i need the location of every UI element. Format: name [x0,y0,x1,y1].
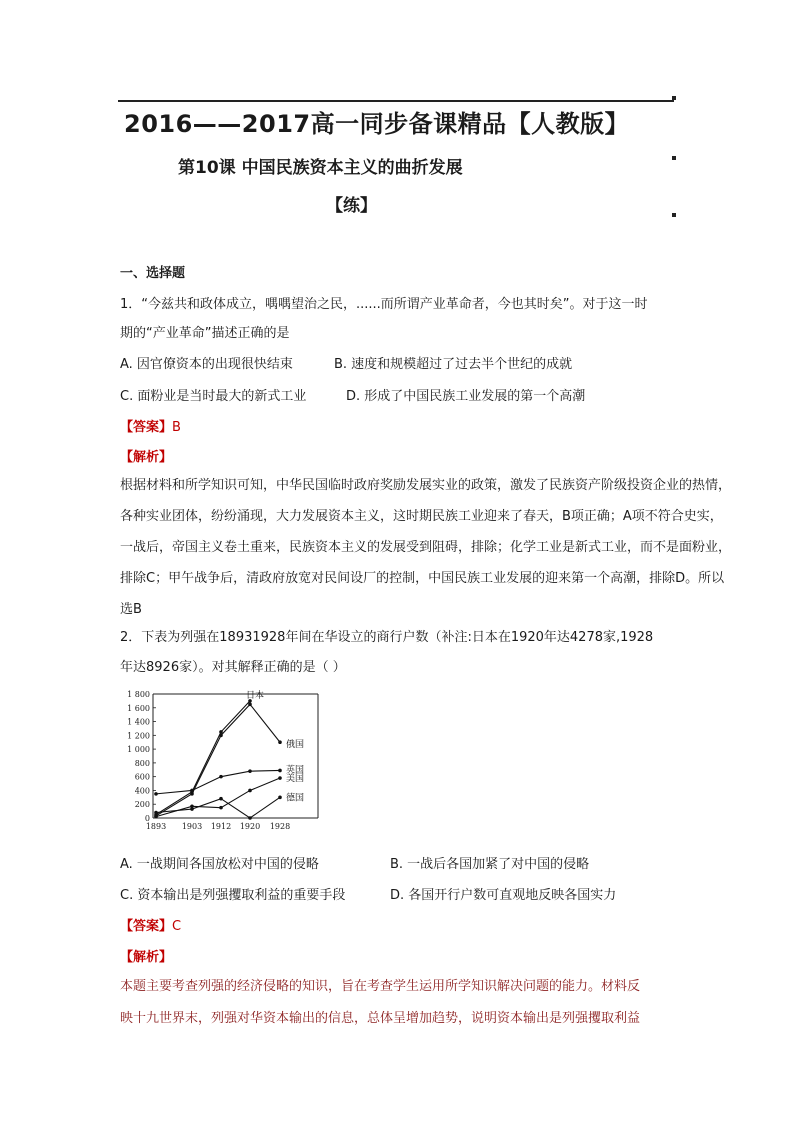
banner-top-rule [118,100,674,102]
answer-value: B [172,420,181,435]
data-point [154,811,158,815]
y-tick-label: 1 600 [127,703,150,713]
lesson-title: 第10课 中国民族资本主义的曲折发展 [178,158,463,178]
data-point [219,734,223,738]
q1-answer [120,416,181,435]
q1-analysis-line: 各种实业团体，纷纷涌现，大力发展资本主义，这时期民族工业迎来了春天，B项正确；A项不符合史实， [120,509,723,524]
data-point [248,703,252,707]
data-point [190,789,194,793]
banner-corner-mark [672,213,676,217]
q2-option-a: A. 一战期间各国放松对中国的侵略 [120,857,319,872]
series-line [156,704,280,816]
data-point [219,806,223,810]
q1-stem-line2: 期的“产业革命”描述正确的是 [120,326,290,341]
firms-line-chart [120,688,330,836]
banner-corner-mark [672,156,676,160]
q1-option-d: D. 形成了中国民族工业发展的第一个高潮 [346,389,586,404]
q1-option-b: B. 速度和规模超过了过去半个世纪的成就 [334,357,573,372]
series-line [156,770,280,793]
data-point [278,740,282,744]
data-point [278,769,282,773]
data-point [219,775,223,779]
series-label: 日本 [246,690,265,701]
answer-value: C [172,919,182,934]
data-point [190,807,194,811]
answer-label: 【答案】 [120,420,173,435]
q2-option-b: B. 一战后各国加紧了对中国的侵略 [390,857,590,872]
y-tick-labels [127,690,150,823]
series-labels [246,689,304,803]
y-tick-label: 1 400 [127,717,150,727]
series-label: 美国 [286,774,305,785]
x-tick-label: 1893 [145,822,167,831]
q1-analysis-label: 【解析】 [120,450,173,465]
y-tick-label: 0 [144,814,150,823]
data-point [248,816,252,820]
q2-option-c: C. 资本输出是列强攫取利益的重要手段 [120,888,346,903]
q2-stem-line1: 2．下表为列强在18931928年间在华设立的商行户数（补注:日本在1920年达4278家,1928 [120,630,654,645]
document-title: 2016——2017高一同步备课精品【人教版】 [124,110,630,138]
q2-option-d: D. 各国开行户数可直观地反映各国实力 [390,888,617,903]
x-tick-label: 1928 [269,822,291,831]
series-label: 德国 [286,793,305,804]
data-point [248,769,252,773]
y-tick-label: 800 [134,758,150,768]
x-tick-label: 1912 [210,822,232,831]
x-tick-labels [146,822,290,831]
q1-stem-line1: 1．“今兹共和政体成立，喁喁望治之民，......而所谓产业革命者，今也其时矣”。对于这一时 [120,297,648,312]
series-label: 英国 [286,765,305,776]
y-tick-label: 1 200 [127,731,150,741]
q2-analysis-line: 本题主要考查列强的经济侵略的知识，旨在考查学生运用所学知识解决问题的能力。材料反 [120,979,641,994]
q1-option-a: A. 因官僚资本的出现很快结束 [120,357,293,372]
q1-option-c: C. 面粉业是当时最大的新式工业 [120,389,307,404]
q1-analysis-line: 一战后，帝国主义卷土重来，民族资本主义的发展受到阻碍，排除；化学工业是新式工业，而不是面粉业， [120,540,732,555]
q1-analysis-line: 选B [120,602,142,617]
q2-stem-line2: 年达8926家）。对其解释正确的是（ ） [120,660,346,675]
y-tick-label: 1 000 [127,745,150,755]
data-point [219,797,223,801]
series-label: 俄国 [286,740,305,751]
data-point [190,792,194,796]
q2-answer [120,915,181,934]
data-point [154,792,158,796]
x-tick-label: 1920 [239,822,261,831]
x-tick-label: 1903 [181,822,203,831]
y-tick-label: 1 800 [127,690,150,699]
q2-analysis-line: 映十九世界末，列强对华资本输出的信息，总体呈增加趋势，说明资本输出是列强攫取利益 [120,1011,641,1026]
y-tick-label: 600 [134,772,150,782]
data-point [248,789,252,793]
data-point [278,776,282,780]
banner-corner-mark [672,96,676,100]
answer-label: 【答案】 [120,919,173,934]
data-point [278,796,282,800]
data-point [219,730,223,734]
exercise-tag: 【练】 [326,196,377,216]
y-tick-label: 200 [134,800,150,810]
q2-analysis-label: 【解析】 [120,950,173,965]
data-point [154,815,158,819]
series-lines [154,699,282,820]
y-tick-label: 400 [134,786,150,796]
series-line [156,701,250,815]
q1-analysis-line: 排除C；甲午战争后，清政府放宽对民间设厂的控制，中国民族工业发展的迎来第一个高潮，排除D。所以 [120,571,725,586]
q1-analysis-line: 根据材料和所学知识可知，中华民国临时政府奖励发展实业的政策，激发了民族资产阶级投资企业的热情， [120,478,732,493]
section-heading: 一、选择题 [120,266,186,281]
